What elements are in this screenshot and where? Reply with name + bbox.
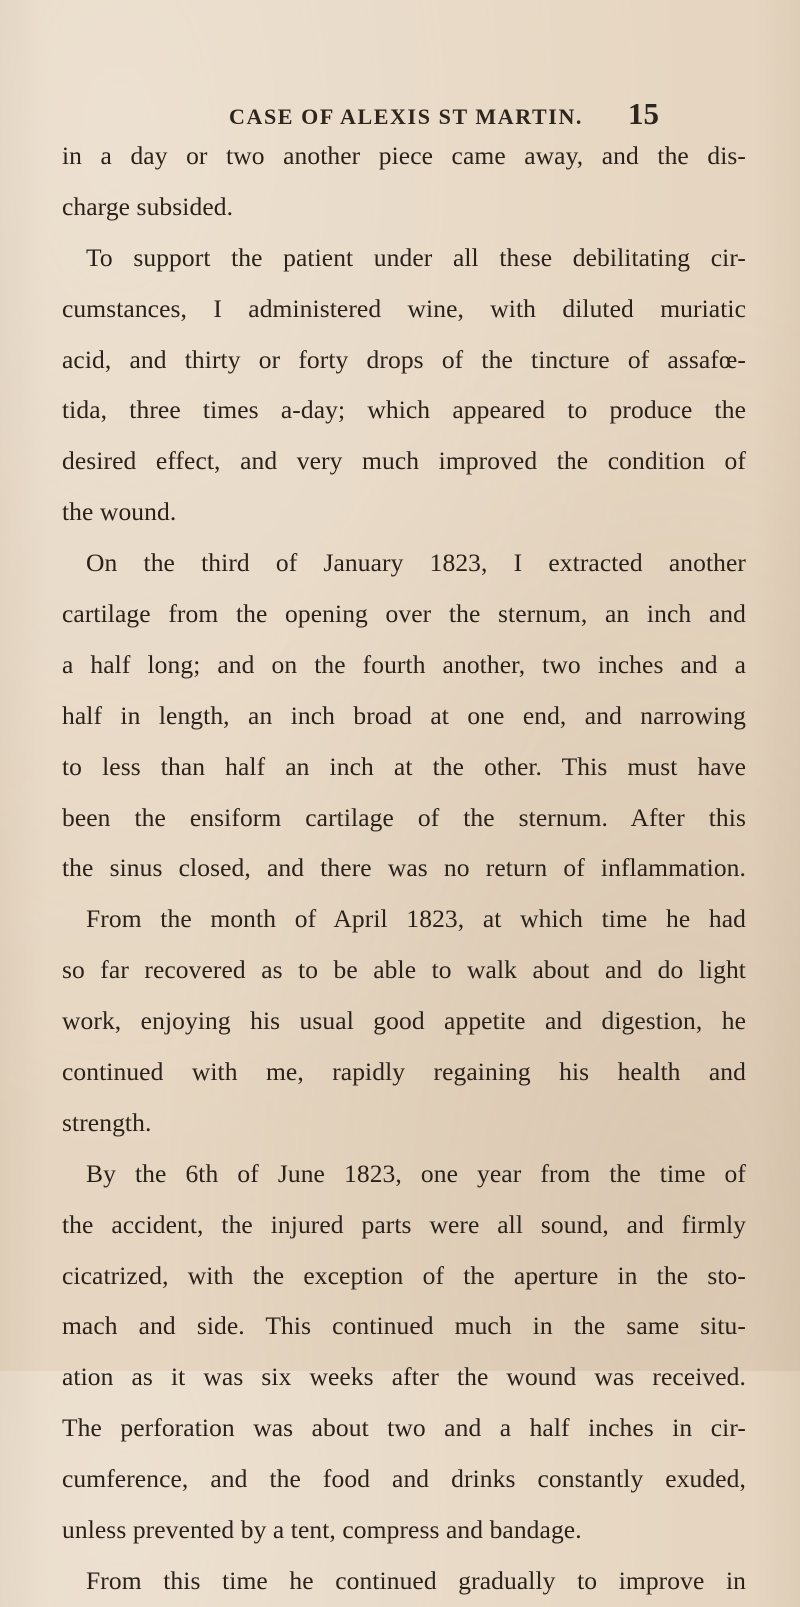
text-line: so far recovered as to be able to walk about and do light xyxy=(62,955,746,985)
text-line: the sinus closed, and there was no return of inflammation. xyxy=(62,853,746,883)
text-line: acid, and thirty or forty drops of the tincture of assafœ- xyxy=(62,344,746,374)
text-line: the accident, the injured parts were all sound, and firmly xyxy=(62,1209,746,1239)
text-line: On the third of January 1823, I extracted another xyxy=(86,548,746,578)
text-line: work, enjoying his usual good appetite and digestion, he xyxy=(62,1006,746,1036)
text-line: half in length, an inch broad at one end, and narrowing xyxy=(62,700,746,730)
running-head: CASE OF ALEXIS ST MARTIN. xyxy=(229,104,584,129)
text-line: unless prevented by a tent, compress and bandage. xyxy=(62,1515,582,1545)
text-line: cumstances, I administered wine, with diluted muriatic xyxy=(62,293,746,323)
text-line: tida, three times a-day; which appeared to produce the xyxy=(62,395,746,425)
text-line: cumference, and the food and drinks constantly exuded, xyxy=(62,1464,746,1494)
text-line: From the month of April 1823, at which time he had xyxy=(86,904,746,934)
text-line: The perforation was about two and a half inches in cir- xyxy=(62,1413,746,1443)
text-line: ation as it was six weeks after the wound was received. xyxy=(62,1362,746,1392)
text-line: From this time he continued gradually to improve in xyxy=(86,1565,746,1595)
text-line: strength. xyxy=(62,1107,152,1137)
text-line: a half long; and on the fourth another, two inches and a xyxy=(62,649,746,679)
text-line: been the ensiform cartilage of the sternum. After this xyxy=(62,802,746,832)
text-line: cartilage from the opening over the sternum, an inch and xyxy=(62,599,746,629)
text-line: continued with me, rapidly regaining his health and xyxy=(62,1057,746,1087)
text-line: to less than half an inch at the other. This must have xyxy=(62,751,746,781)
text-line: charge subsided. xyxy=(62,191,234,221)
body-text xyxy=(62,131,746,1607)
text-line: By the 6th of June 1823, one year from the time of xyxy=(86,1158,746,1188)
text-line: cicatrized, with the exception of the aperture in the sto- xyxy=(62,1260,746,1290)
text-line: in a day or two another piece came away, and the dis- xyxy=(62,141,746,170)
text-line: desired effect, and very much improved the condition of xyxy=(62,446,746,476)
text-line: the wound. xyxy=(62,497,177,527)
text-line: mach and side. This continued much in the same situ- xyxy=(62,1311,746,1341)
text-line: To support the patient under all these debilitating cir- xyxy=(86,242,746,272)
page-number: 15 xyxy=(628,96,659,131)
